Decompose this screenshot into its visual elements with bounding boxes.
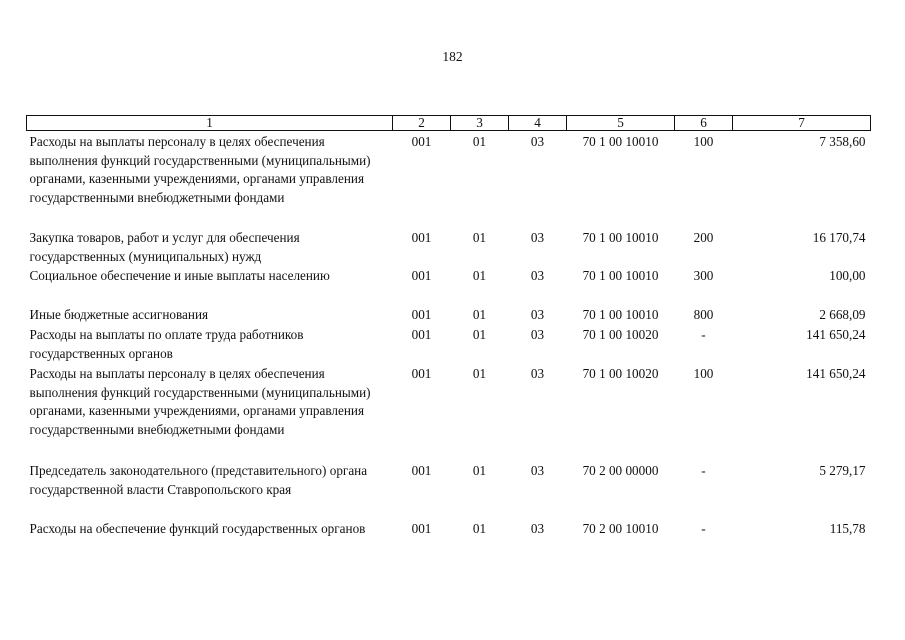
amount: 7 358,60 [819, 134, 866, 149]
table-row [27, 363, 871, 460]
ministry-code: 001 [411, 134, 432, 149]
table-row [27, 131, 871, 228]
ministry-code: 001 [411, 521, 432, 536]
expense-type-code: - [701, 463, 706, 478]
target-article-code: 70 2 00 10010 [582, 521, 659, 536]
target-article-code: 70 1 00 10010 [582, 230, 659, 245]
target-article-code: 70 2 00 00000 [582, 463, 659, 478]
row-description: Расходы на выплаты персоналу в целях обеспечения выполнения функций государственными (муниципальными) органами, казенными учреждениями, органами управления государственными внебюджетными фондами [29, 134, 371, 205]
target-article-code: 70 1 00 10020 [582, 366, 659, 381]
expense-type-code: 200 [693, 230, 714, 245]
subsection-code: 03 [530, 521, 545, 536]
subsection-code: 03 [530, 366, 545, 381]
section-code: 01 [472, 327, 487, 342]
column-header-2: 2 [393, 116, 451, 131]
subsection-code: 03 [530, 327, 545, 342]
subsection-code: 03 [530, 307, 545, 322]
expense-type-code: 300 [693, 268, 714, 283]
section-code: 01 [472, 307, 487, 322]
table-row [27, 227, 871, 267]
subsection-code: 03 [530, 268, 545, 283]
target-article-code: 70 1 00 10020 [582, 327, 659, 342]
amount: 100,00 [829, 268, 866, 283]
budget-table [26, 115, 871, 558]
target-article-code: 70 1 00 10010 [582, 268, 659, 283]
column-header-3: 3 [451, 116, 509, 131]
expense-type-code: - [701, 521, 706, 536]
expense-type-code: 800 [693, 307, 714, 322]
expense-type-code: - [701, 327, 706, 342]
ministry-code: 001 [411, 366, 432, 381]
row-description: Иные бюджетные ассигнования [29, 307, 209, 322]
target-article-code: 70 1 00 10010 [582, 134, 659, 149]
amount: 141 650,24 [806, 327, 866, 342]
amount: 141 650,24 [806, 366, 866, 381]
amount: 115,78 [829, 521, 866, 536]
subsection-code: 03 [530, 134, 545, 149]
column-header-7: 7 [733, 116, 871, 131]
column-header-1: 1 [27, 116, 393, 131]
row-description: Закупка товаров, работ и услуг для обеспечения государственных (муниципальных) нужд [29, 230, 300, 264]
section-code: 01 [472, 521, 487, 536]
subsection-code: 03 [530, 230, 545, 245]
ministry-code: 001 [411, 463, 432, 478]
ministry-code: 001 [411, 268, 432, 283]
section-code: 01 [472, 268, 487, 283]
table-row [27, 306, 871, 326]
page-number: 182 [442, 49, 463, 64]
row-description: Расходы на обеспечение функций государственных органов [29, 521, 366, 536]
section-code: 01 [472, 134, 487, 149]
section-code: 01 [472, 366, 487, 381]
target-article-code: 70 1 00 10010 [582, 307, 659, 322]
column-header-4: 4 [509, 116, 567, 131]
table-row [27, 267, 871, 306]
row-description: Социальное обеспечение и иные выплаты населению [29, 268, 330, 283]
expense-type-code: 100 [693, 134, 714, 149]
expense-type-code: 100 [693, 366, 714, 381]
table-row [27, 326, 871, 363]
table-row [27, 520, 871, 558]
amount: 2 668,09 [819, 307, 866, 322]
row-description: Расходы на выплаты по оплате труда работников государственных органов [29, 327, 304, 361]
table-row [27, 460, 871, 520]
table-header-row [27, 116, 871, 131]
subsection-code: 03 [530, 463, 545, 478]
section-code: 01 [472, 230, 487, 245]
ministry-code: 001 [411, 230, 432, 245]
row-description: Председатель законодательного (представительного) органа государственной власти Ставропольского края [29, 463, 368, 497]
ministry-code: 001 [411, 307, 432, 322]
amount: 5 279,17 [819, 463, 866, 478]
column-header-6: 6 [675, 116, 733, 131]
ministry-code: 001 [411, 327, 432, 342]
section-code: 01 [472, 463, 487, 478]
row-description: Расходы на выплаты персоналу в целях обеспечения выполнения функций государственными (муниципальными) органами, казенными учреждениями, органами управления государственными внебюджетными фондами [29, 366, 371, 437]
column-header-5: 5 [567, 116, 675, 131]
amount: 16 170,74 [812, 230, 866, 245]
